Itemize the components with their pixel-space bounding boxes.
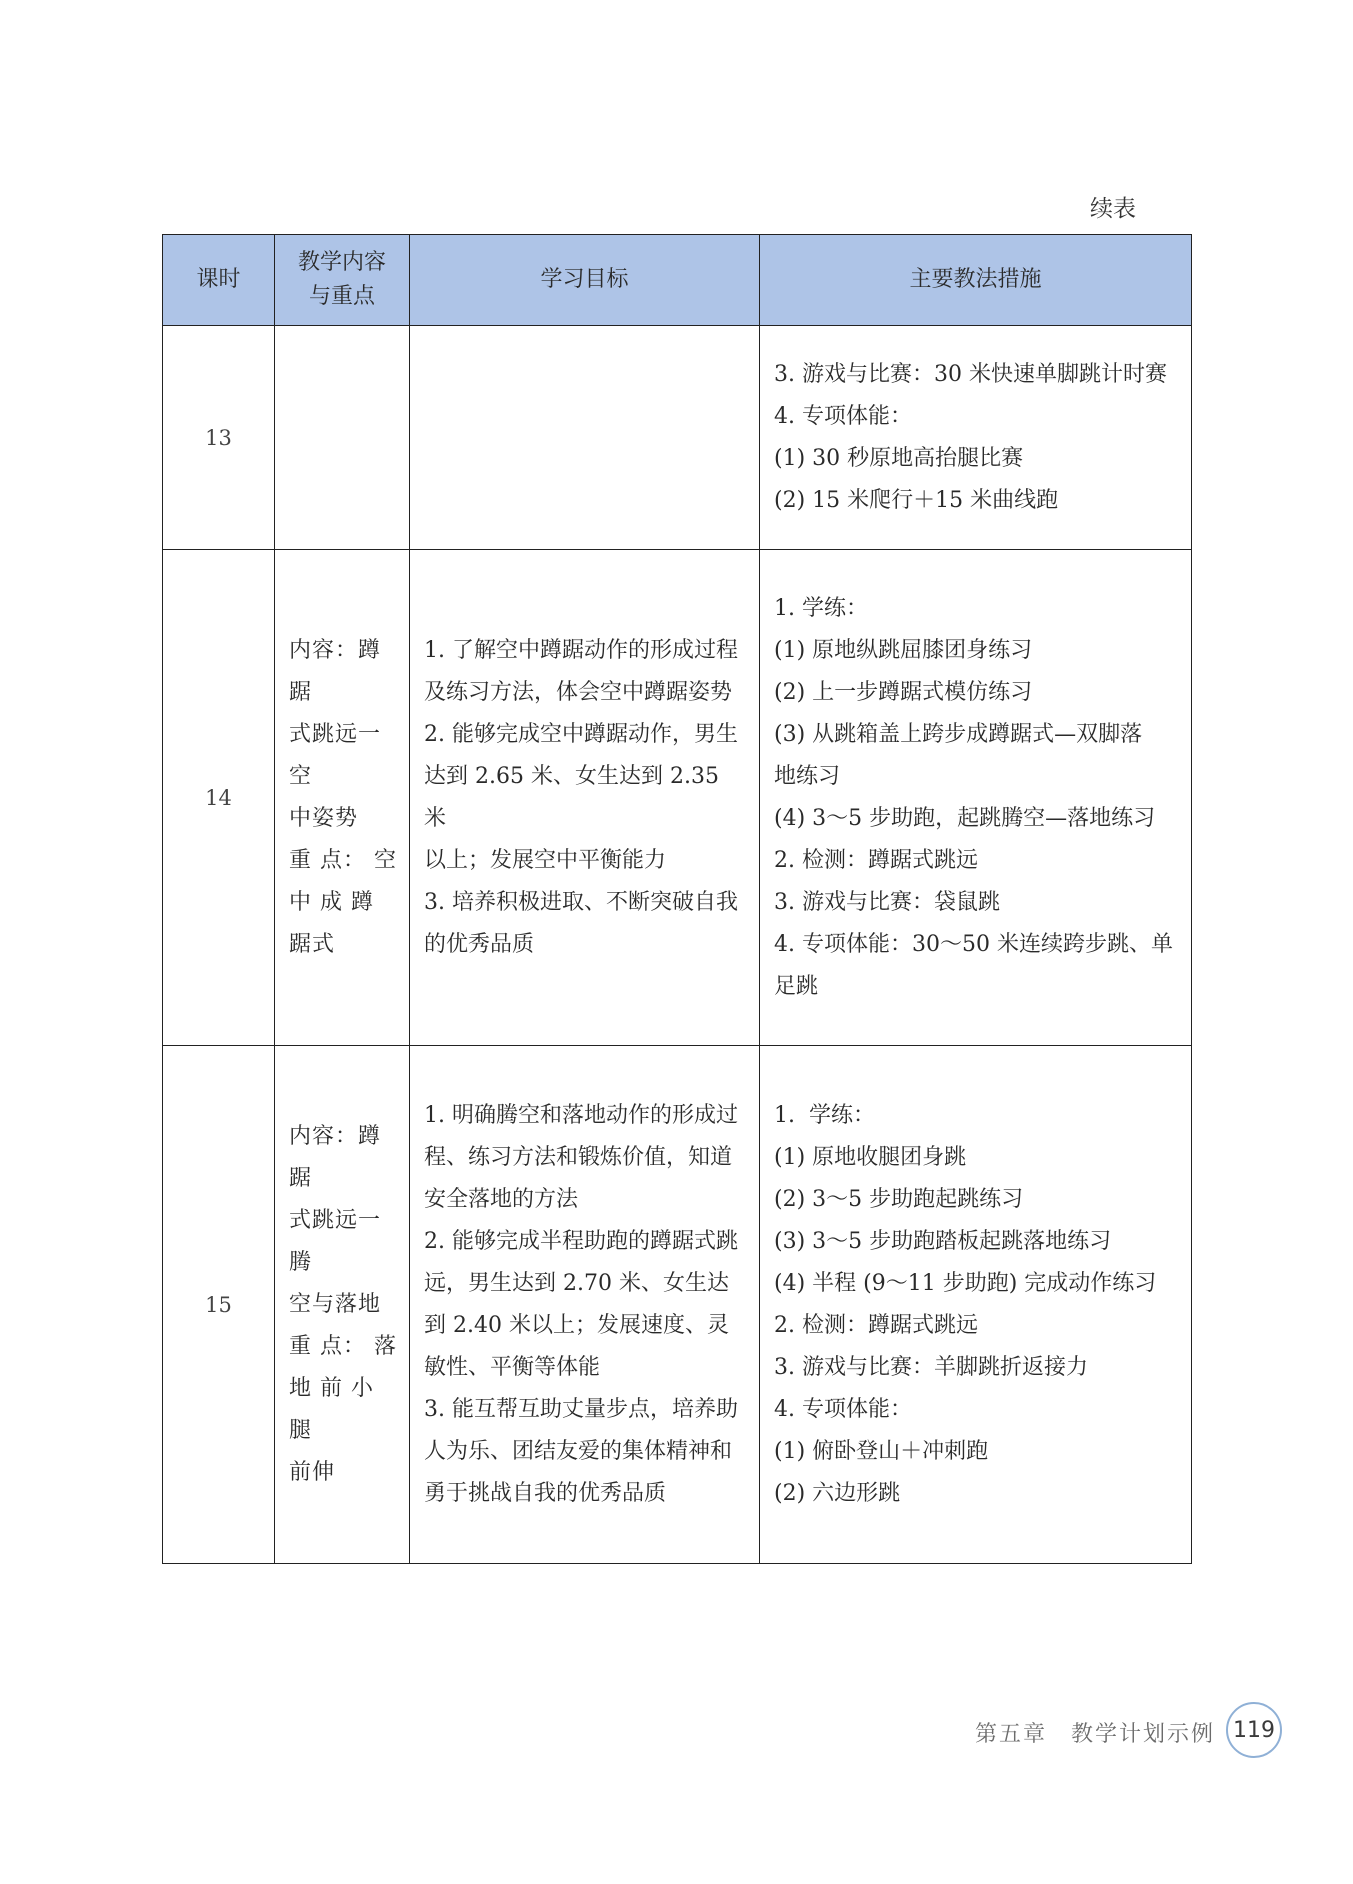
content-line: 重 点： 落: [289, 1333, 397, 1359]
methods-line: 3. 游戏与比赛：羊脚跳折返接力: [774, 1354, 1088, 1380]
methods-line: (3) 从跳箱盖上跨步成蹲踞式—双脚落: [774, 721, 1143, 747]
content-line: 内容：蹲踞: [289, 1123, 382, 1191]
methods-line: (1) 原地纵跳屈膝团身练习: [774, 637, 1033, 663]
table-row: [163, 1046, 1192, 1564]
objectives-cell: [410, 326, 760, 550]
objectives-line: 程、练习方法和锻炼价值，知道: [424, 1144, 733, 1170]
content-line: 内容：蹲踞: [289, 637, 382, 705]
chapter-title: 第五章 教学计划示例: [975, 1722, 1216, 1747]
content-cell: [275, 326, 410, 550]
header-methods: 主要教法措施: [760, 235, 1192, 326]
methods-line: (1) 原地收腿团身跳: [774, 1144, 967, 1170]
content-line: 空与落地: [289, 1291, 382, 1317]
table-row: [163, 326, 1192, 550]
header-lesson: 课时: [163, 235, 275, 326]
methods-line: (4) 半程 (9～11 步助跑) 完成动作练习: [774, 1270, 1157, 1296]
objectives-line: 3. 能互帮互助丈量步点，培养助: [424, 1396, 738, 1422]
header-content: [275, 235, 410, 326]
content-line: 重 点： 空: [289, 847, 397, 873]
content-line: 踞式: [289, 931, 336, 957]
methods-line: (1) 俯卧登山＋冲刺跑: [774, 1438, 989, 1464]
table-header-row: [163, 235, 1192, 326]
methods-cell: [760, 326, 1192, 550]
methods-line: (4) 3～5 步助跑，起跳腾空—落地练习: [774, 805, 1156, 831]
objectives-line: 勇于挑战自我的优秀品质: [424, 1480, 667, 1506]
continued-label: 续表: [1090, 196, 1136, 222]
content-line: 式跳远一腾: [289, 1207, 382, 1275]
content-line: 式跳远一空: [289, 721, 382, 789]
header-content-line1: 教学内容: [297, 250, 386, 275]
lesson-number: 13: [163, 326, 275, 550]
objectives-line: 1. 明确腾空和落地动作的形成过: [424, 1102, 738, 1128]
methods-line: 1. 学练：: [774, 1102, 875, 1128]
methods-line: 4. 专项体能：: [774, 403, 912, 429]
content-cell: [275, 550, 410, 1046]
objectives-line: 1. 了解空中蹲踞动作的形成过程: [424, 637, 738, 663]
content-line: 地 前 小 腿: [289, 1375, 382, 1443]
methods-line: (2) 上一步蹲踞式模仿练习: [774, 679, 1033, 705]
objectives-line: 及练习方法，体会空中蹲踞姿势: [424, 679, 733, 705]
objectives-line: 的优秀品质: [424, 931, 535, 957]
objectives-line: 达到 2.65 米、女生达到 2.35 米: [424, 763, 726, 831]
methods-line: (2) 六边形跳: [774, 1480, 901, 1506]
page-number-badge: 119: [1226, 1702, 1282, 1758]
objectives-line: 3. 培养积极进取、不断突破自我: [424, 889, 738, 915]
objectives-cell: [410, 550, 760, 1046]
methods-cell: [760, 550, 1192, 1046]
objectives-line: 2. 能够完成半程助跑的蹲踞式跳: [424, 1228, 738, 1254]
objectives-line: 敏性、平衡等体能: [424, 1354, 601, 1380]
methods-line: (2) 15 米爬行＋15 米曲线跑: [774, 487, 1059, 513]
objectives-line: 远，男生达到 2.70 米、女生达: [424, 1270, 729, 1296]
content-line: 中 成 蹲: [289, 889, 374, 915]
methods-line: (2) 3～5 步助跑起跳练习: [774, 1186, 1024, 1212]
lesson-plan-table: [162, 234, 1192, 1564]
objectives-line: 2. 能够完成空中蹲踞动作，男生: [424, 721, 738, 747]
objectives-cell: [410, 1046, 760, 1564]
methods-line: 足跳: [774, 973, 819, 999]
lesson-number: 14: [163, 550, 275, 1046]
methods-line: 3. 游戏与比赛：30 米快速单脚跳计时赛: [774, 361, 1167, 387]
objectives-line: 人为乐、团结友爱的集体精神和: [424, 1438, 733, 1464]
objectives-line: 到 2.40 米以上；发展速度、灵: [424, 1312, 729, 1338]
content-cell: [275, 1046, 410, 1564]
methods-line: 2. 检测：蹲踞式跳远: [774, 847, 978, 873]
methods-line: 3. 游戏与比赛：袋鼠跳: [774, 889, 1000, 915]
content-line: 中姿势: [289, 805, 359, 831]
methods-line: 4. 专项体能：: [774, 1396, 912, 1422]
methods-cell: [760, 1046, 1192, 1564]
objectives-line: 安全落地的方法: [424, 1186, 579, 1212]
header-objectives: 学习目标: [410, 235, 760, 326]
objectives-line: 以上；发展空中平衡能力: [424, 847, 667, 873]
methods-line: 2. 检测：蹲踞式跳远: [774, 1312, 978, 1338]
methods-line: 4. 专项体能：30～50 米连续跨步跳、单: [774, 931, 1173, 957]
methods-line: 地练习: [774, 763, 841, 789]
table-row: [163, 550, 1192, 1046]
header-content-line2: 与重点: [308, 284, 375, 309]
content-line: 前伸: [289, 1459, 336, 1485]
lesson-number: 15: [163, 1046, 275, 1564]
methods-line: (1) 30 秒原地高抬腿比赛: [774, 445, 1024, 471]
methods-line: (3) 3～5 步助跑踏板起跳落地练习: [774, 1228, 1112, 1254]
methods-line: 1. 学练：: [774, 595, 868, 621]
